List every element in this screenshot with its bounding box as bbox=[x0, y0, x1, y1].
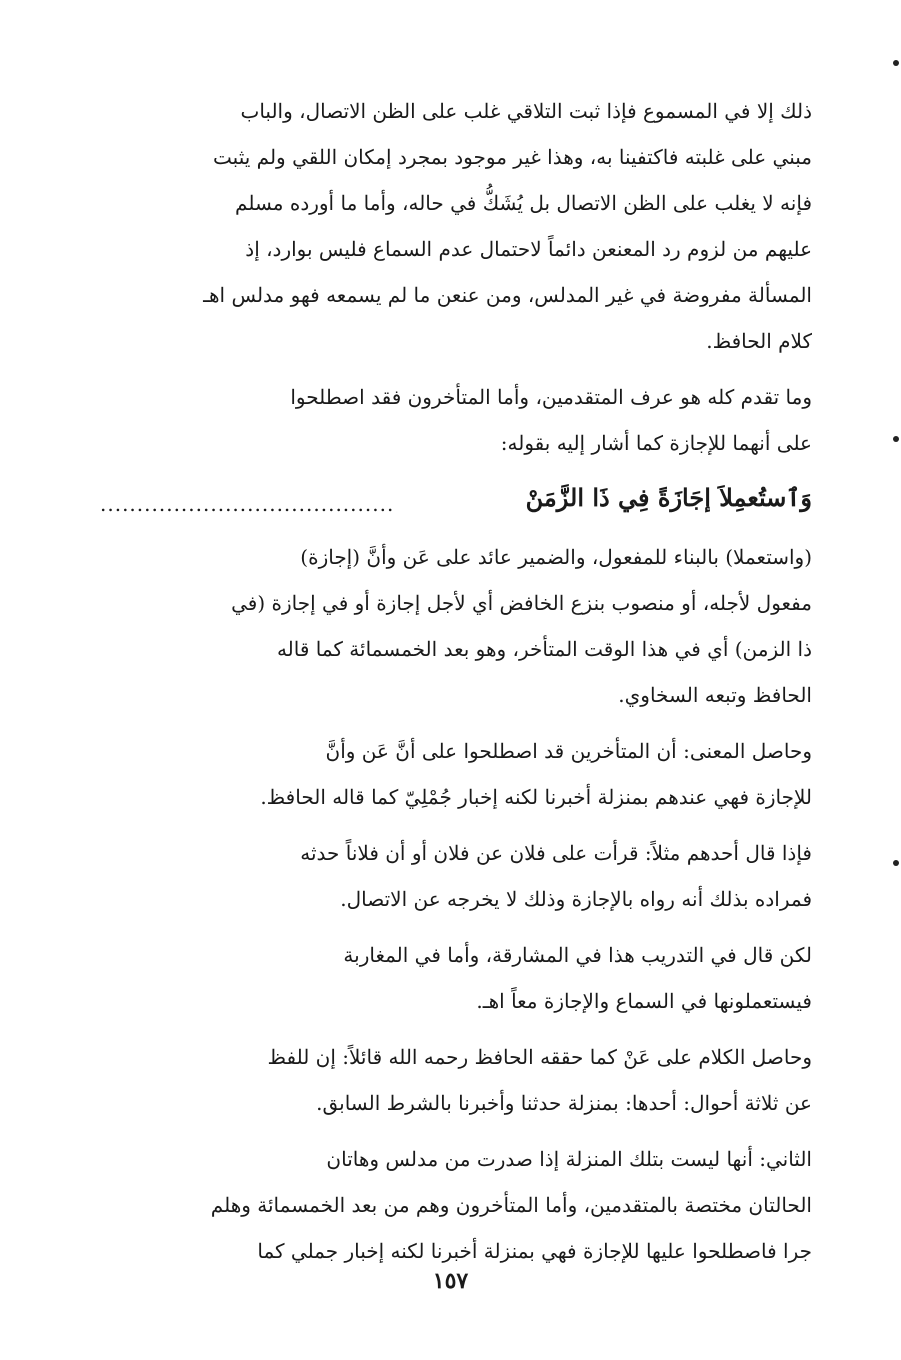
text-line: عليهم من لزوم رد المعنعن دائماً لاحتمال عدم السماع فليس بوارد، إذ bbox=[245, 237, 812, 261]
paragraph-6 bbox=[100, 932, 812, 1024]
text-line: ذلك إلا في المسموع فإذا ثبت التلاقي غلب على الظن الاتصال، والباب bbox=[240, 99, 812, 123]
paragraph-5 bbox=[100, 830, 812, 922]
verse-text: وَٱستُعمِلاَ إجَازَةً فِي ذَا الزَّمَنْ bbox=[525, 483, 812, 512]
text-line: عن ثلاثة أحوال: أحدها: بمنزلة حدثنا وأخبرنا بالشرط السابق. bbox=[316, 1091, 812, 1115]
verse-dots: ........................................ bbox=[100, 492, 395, 516]
margin-mark bbox=[893, 60, 899, 66]
text-line: فإذا قال أحدهم مثلاً: قرأت على فلان عن فلان أو أن فلاناً حدثه bbox=[300, 841, 812, 865]
text-line: مفعول لأجله، أو منصوب بنزع الخافض أي لأجل إجازة أو في إجازة (في bbox=[231, 591, 812, 615]
text-line: وحاصل الكلام على عَنْ كما حققه الحافظ رحمه الله قائلاً: إن للفظ bbox=[267, 1045, 812, 1069]
text-line: فإنه لا يغلب على الظن الاتصال بل يُشَكُّ في حاله، وأما ما أورده مسلم bbox=[235, 191, 812, 215]
text-line: جرا فاصطلحوا عليها للإجازة فهي بمنزلة أخبرنا لكنه إخبار جملي كما bbox=[257, 1239, 812, 1263]
paragraph-3 bbox=[100, 534, 812, 718]
text-line: الحافظ وتبعه السخاوي. bbox=[618, 683, 812, 707]
text-line: وحاصل المعنى: أن المتأخرين قد اصطلحوا على أنَّ عَن وأنَّ bbox=[325, 739, 812, 763]
margin-mark bbox=[893, 436, 899, 442]
paragraph-2 bbox=[100, 374, 812, 466]
text-line: المسألة مفروضة في غير المدلس، ومن عنعن ما لم يسمعه فهو مدلس اهـ bbox=[203, 283, 812, 307]
text-line: مبني على غلبته فاكتفينا به، وهذا غير موجود بمجرد إمكان اللقي ولم يثبت bbox=[213, 145, 812, 169]
page-body bbox=[100, 88, 812, 1284]
paragraph-4 bbox=[100, 728, 812, 820]
text-line: فيستعملونها في السماع والإجازة معاً اهـ. bbox=[476, 989, 812, 1013]
paragraph-1 bbox=[100, 88, 812, 364]
paragraph-8 bbox=[100, 1136, 812, 1274]
text-line: كلام الحافظ. bbox=[706, 329, 812, 353]
text-line: (واستعملا) بالبناء للمفعول، والضمير عائد على عَن وأنَّ (إجازة) bbox=[300, 545, 812, 569]
text-line: لكن قال في التدريب هذا في المشارقة، وأما في المغاربة bbox=[343, 943, 812, 967]
verse-line bbox=[100, 476, 812, 524]
margin-mark bbox=[893, 860, 899, 866]
text-line: فمراده بذلك أنه رواه بالإجازة وذلك لا يخرجه عن الاتصال. bbox=[340, 887, 812, 911]
text-line: الثاني: أنها ليست بتلك المنزلة إذا صدرت من مدلس وهاتان bbox=[326, 1147, 812, 1171]
text-line: للإجازة فهي عندهم بمنزلة أخبرنا لكنه إخبار جُمْلِيّ كما قاله الحافظ. bbox=[260, 785, 812, 809]
paragraph-7 bbox=[100, 1034, 812, 1126]
text-line: وما تقدم كله هو عرف المتقدمين، وأما المتأخرون فقد اصطلحوا bbox=[290, 385, 812, 409]
text-line: ذا الزمن) أي في هذا الوقت المتأخر، وهو بعد الخمسمائة كما قاله bbox=[276, 637, 812, 661]
page-number: ١٥٧ bbox=[432, 1268, 469, 1294]
text-line: الحالتان مختصة بالمتقدمين، وأما المتأخرون وهم من بعد الخمسمائة وهلم bbox=[210, 1193, 812, 1217]
text-line: على أنهما للإجازة كما أشار إليه بقوله: bbox=[500, 431, 812, 455]
